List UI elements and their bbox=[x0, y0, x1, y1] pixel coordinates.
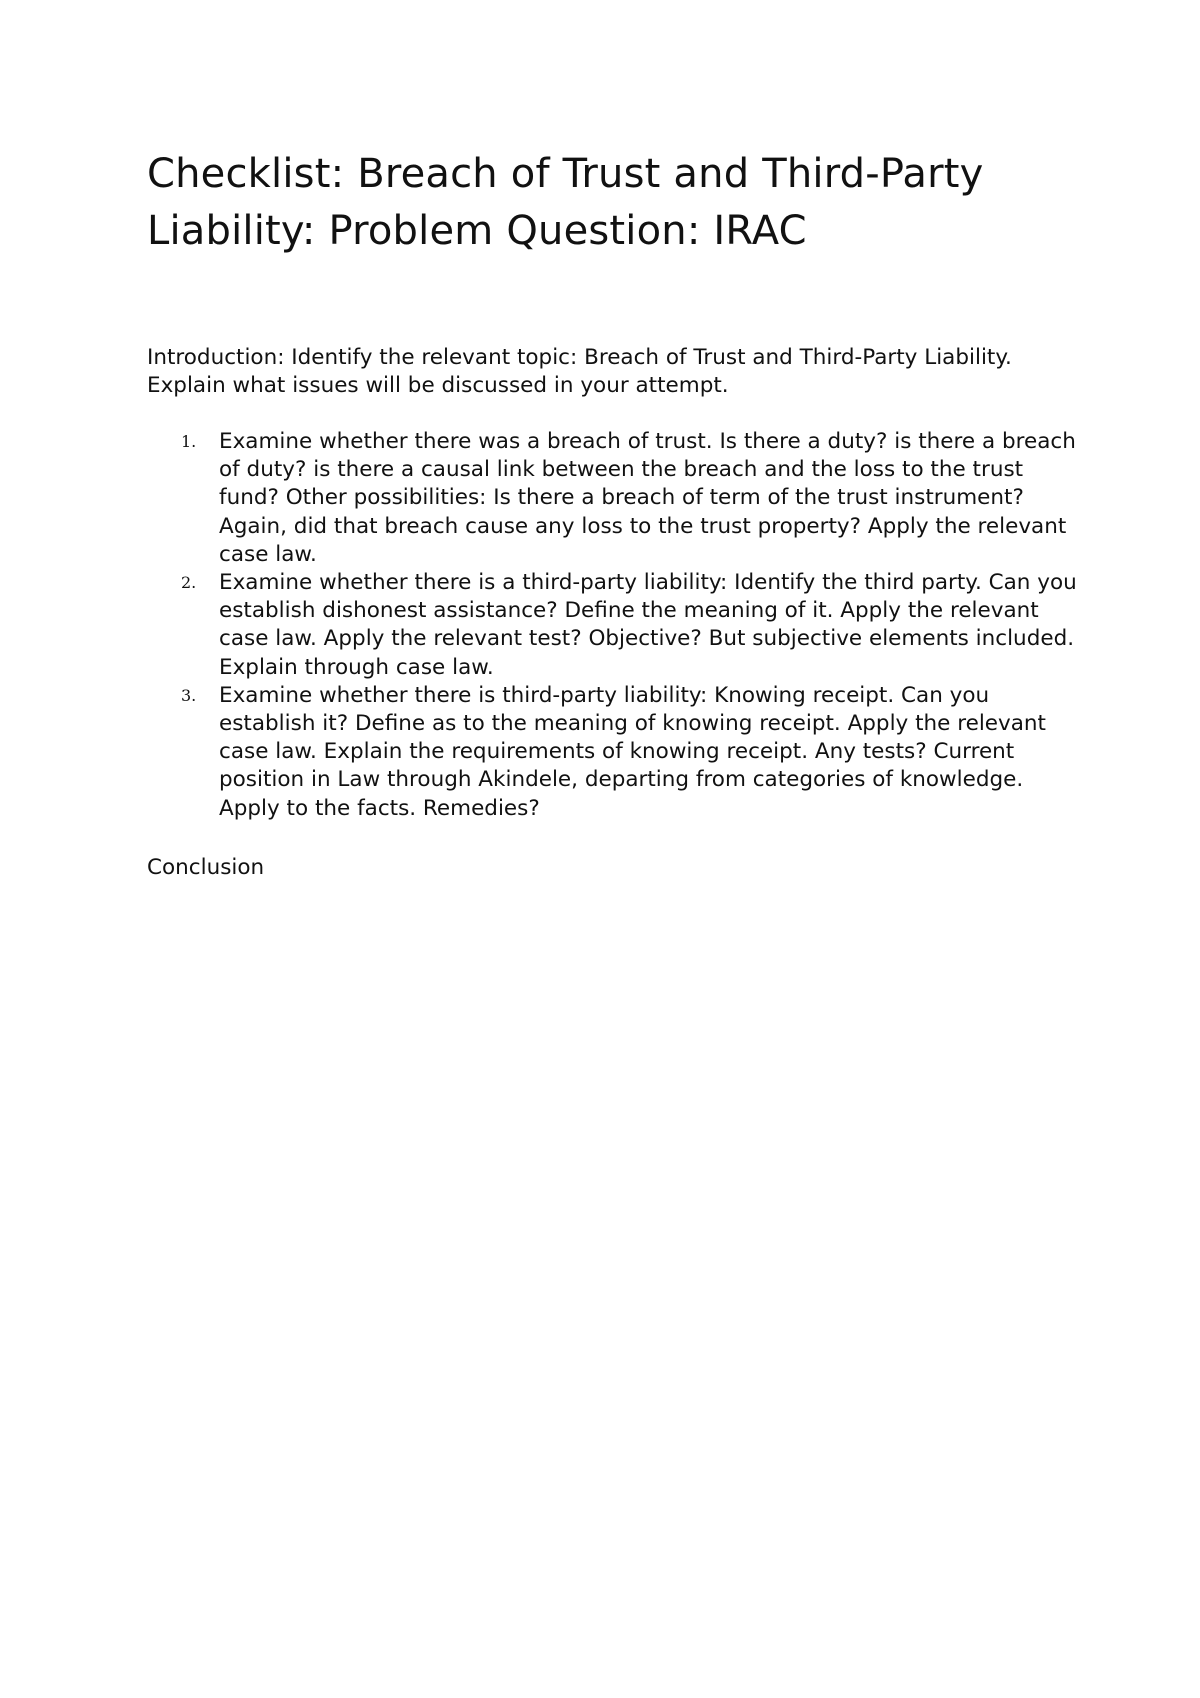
item-number: 2. bbox=[181, 573, 197, 593]
checklist-item bbox=[147, 682, 1077, 823]
checklist-item bbox=[147, 428, 1077, 569]
checklist bbox=[147, 428, 1077, 823]
introduction-paragraph: Introduction: Identify the relevant topic: Breach of Trust and Third-Party Liability. Explain what issues will be discussed in your attempt. bbox=[147, 345, 1012, 398]
item-text: Examine whether there was a breach of trust. Is there a duty? is there a breach of duty? is there a causal link between the breach and the loss to the trust fund? Other possibilities: Is there a breach of term of the trust instrument? Again, did that breach cause any loss to the trust property? Apply the relevant case law. bbox=[219, 429, 1076, 567]
document-page bbox=[147, 0, 1077, 1698]
item-number: 3. bbox=[181, 685, 197, 705]
checklist-item bbox=[147, 569, 1077, 682]
item-text: Examine whether there is third-party liability: Knowing receipt. Can you establish it? Define as to the meaning of knowing receipt. Apply the relevant case law. Explain the requirements of knowing receipt. Any tests? Current position in Law through Akindele, departing from categories of knowledge. Apply to the facts. Remedies? bbox=[219, 682, 1046, 821]
conclusion-heading: Conclusion bbox=[147, 855, 265, 880]
item-number: 1. bbox=[181, 432, 197, 451]
document-title: Checklist: Breach of Trust and Third-Party Liability: Problem Question: IRAC bbox=[147, 151, 984, 254]
item-text: Examine whether there is a third-party liability: Identify the third party. Can you establish dishonest assistance? Define the meaning of it. Apply the relevant case law. Apply the relevant test? Objective? But subjective elements included. Explain through case law. bbox=[219, 570, 1077, 680]
